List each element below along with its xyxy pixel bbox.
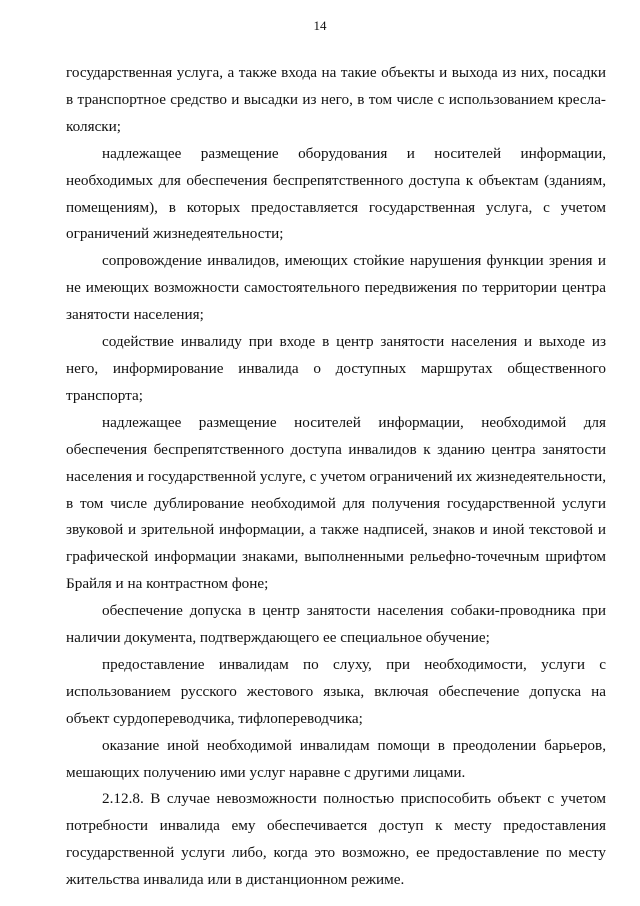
paragraph-section-2-12-8: 2.12.8. В случае невозможности полностью приспособить объект с учетом потребности инвалида ему обеспечивается доступ к месту предоставления государственной услуги либо, когда это возможно, ее предоставление по месту жительства инвалида или в дистанционном режиме. xyxy=(66,790,606,889)
paragraph-other-assistance: оказание иной необходимой инвалидам помощи в преодолении барьеров, мешающих получению ими услуг наравне с другими лицами. xyxy=(66,736,606,781)
page-number: 14 xyxy=(313,18,327,33)
paragraph-information-carriers: надлежащее размещение носителей информации, необходимой для обеспечения беспрепятственного доступа инвалидов к зданию центра занятости населения и государственной услуге, с учетом ограничений их жизнедеятельности, в том числе дублирование необходимой для получения государственной услуги звуковой и зрительной информации, а также надписей, знаков и иной текстовой и графической информации знаками, выполненными рельефно-точечным шрифтом Брайля и на контрастном фоне; xyxy=(66,413,606,593)
paragraph-equipment-placement: надлежащее размещение оборудования и носителей информации, необходимых для обеспечения беспрепятственного доступа к объектам (зданиям, помещениям), в которых предоставляется государственная услуга, с учетом ограничений жизнедеятельности; xyxy=(66,144,606,243)
paragraph-guide-dog: обеспечение допуска в центр занятости населения собаки-проводника при наличии документа, подтверждающего ее специальное обучение; xyxy=(66,602,606,647)
paragraph-entry-assistance: содействие инвалиду при входе в центр занятости населения и выходе из него, информирование инвалида о доступных маршрутах общественного транспорта; xyxy=(66,333,606,404)
paragraph-escort-visually-impaired: сопровождение инвалидов, имеющих стойкие нарушения функции зрения и не имеющих возможности самостоятельного передвижения по территории центра занятости населения; xyxy=(66,252,606,324)
paragraph-continuation: государственная услуга, а также входа на такие объекты и выхода из них, посадки в транспортное средство и высадки из него, в том числе с использованием кресла-коляски; xyxy=(66,64,606,135)
paragraph-sign-language: предоставление инвалидам по слуху, при необходимости, услуги с использованием русского жестового языка, включая обеспечение допуска на объект сурдопереводчика, тифлопереводчика; xyxy=(66,655,606,727)
document-body xyxy=(66,60,606,894)
